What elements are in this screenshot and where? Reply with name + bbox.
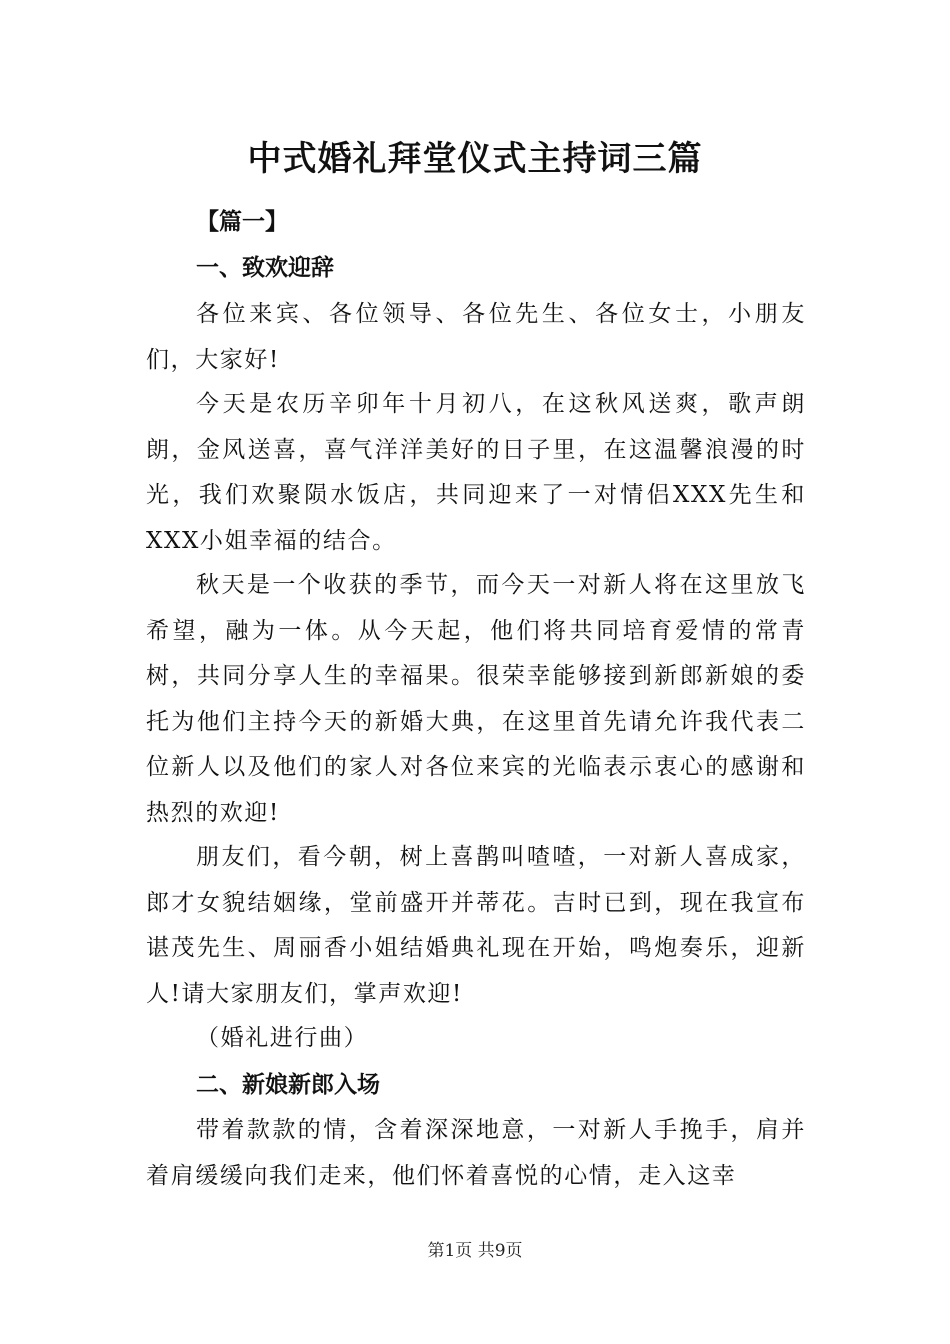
section-label: 【篇一】 — [196, 208, 288, 235]
paragraph-date: 今天是农历辛卯年十月初八，在这秋风送爽，歌声朗朗，金风送喜，喜气洋洋美好的日子里，在这温馨浪漫的时光，我们欢聚陨水饭店，共同迎来了一对情侣XXX先生和XXX小姐幸福的结合。 — [146, 391, 806, 554]
paragraph-friends: 朋友们，看今朝，树上喜鹊叫喳喳，一对新人喜成家，郎才女貌结姻缘，堂前盛开并蒂花。吉时已到，现在我宣布谌茂先生、周丽香小姐结婚典礼现在开始，鸣炮奏乐，迎新人!请大家朋友们，掌声欢迎! — [146, 844, 806, 1007]
paragraph-entrance: 带着款款的情，含着深深地意，一对新人手挽手，肩并着肩缓缓向我们走来，他们怀着喜悦的心情，走入这幸 — [146, 1117, 806, 1189]
heading-entrance: 二、新娘新郎入场 — [196, 1072, 380, 1098]
paragraph-greeting: 各位来宾、各位领导、各位先生、各位女士，小朋友们，大家好! — [146, 301, 806, 373]
paragraph-autumn: 秋天是一个收获的季节，而今天一对新人将在这里放飞希望，融为一体。从今天起，他们将共同培育爱情的常青树，共同分享人生的幸福果。很荣幸能够接到新郎新娘的委托为他们主持今天的新婚大典，在这里首先请允许我代表二位新人以及他们的家人对各位来宾的光临表示衷心的感谢和热烈的欢迎! — [146, 572, 806, 826]
heading-welcome: 一、致欢迎辞 — [196, 255, 334, 281]
music-note: （婚礼进行曲） — [196, 1025, 369, 1051]
page-title: 中式婚礼拜堂仪式主持词三篇 — [247, 139, 703, 179]
page-footer: 第1页 共9页 — [427, 1241, 523, 1261]
